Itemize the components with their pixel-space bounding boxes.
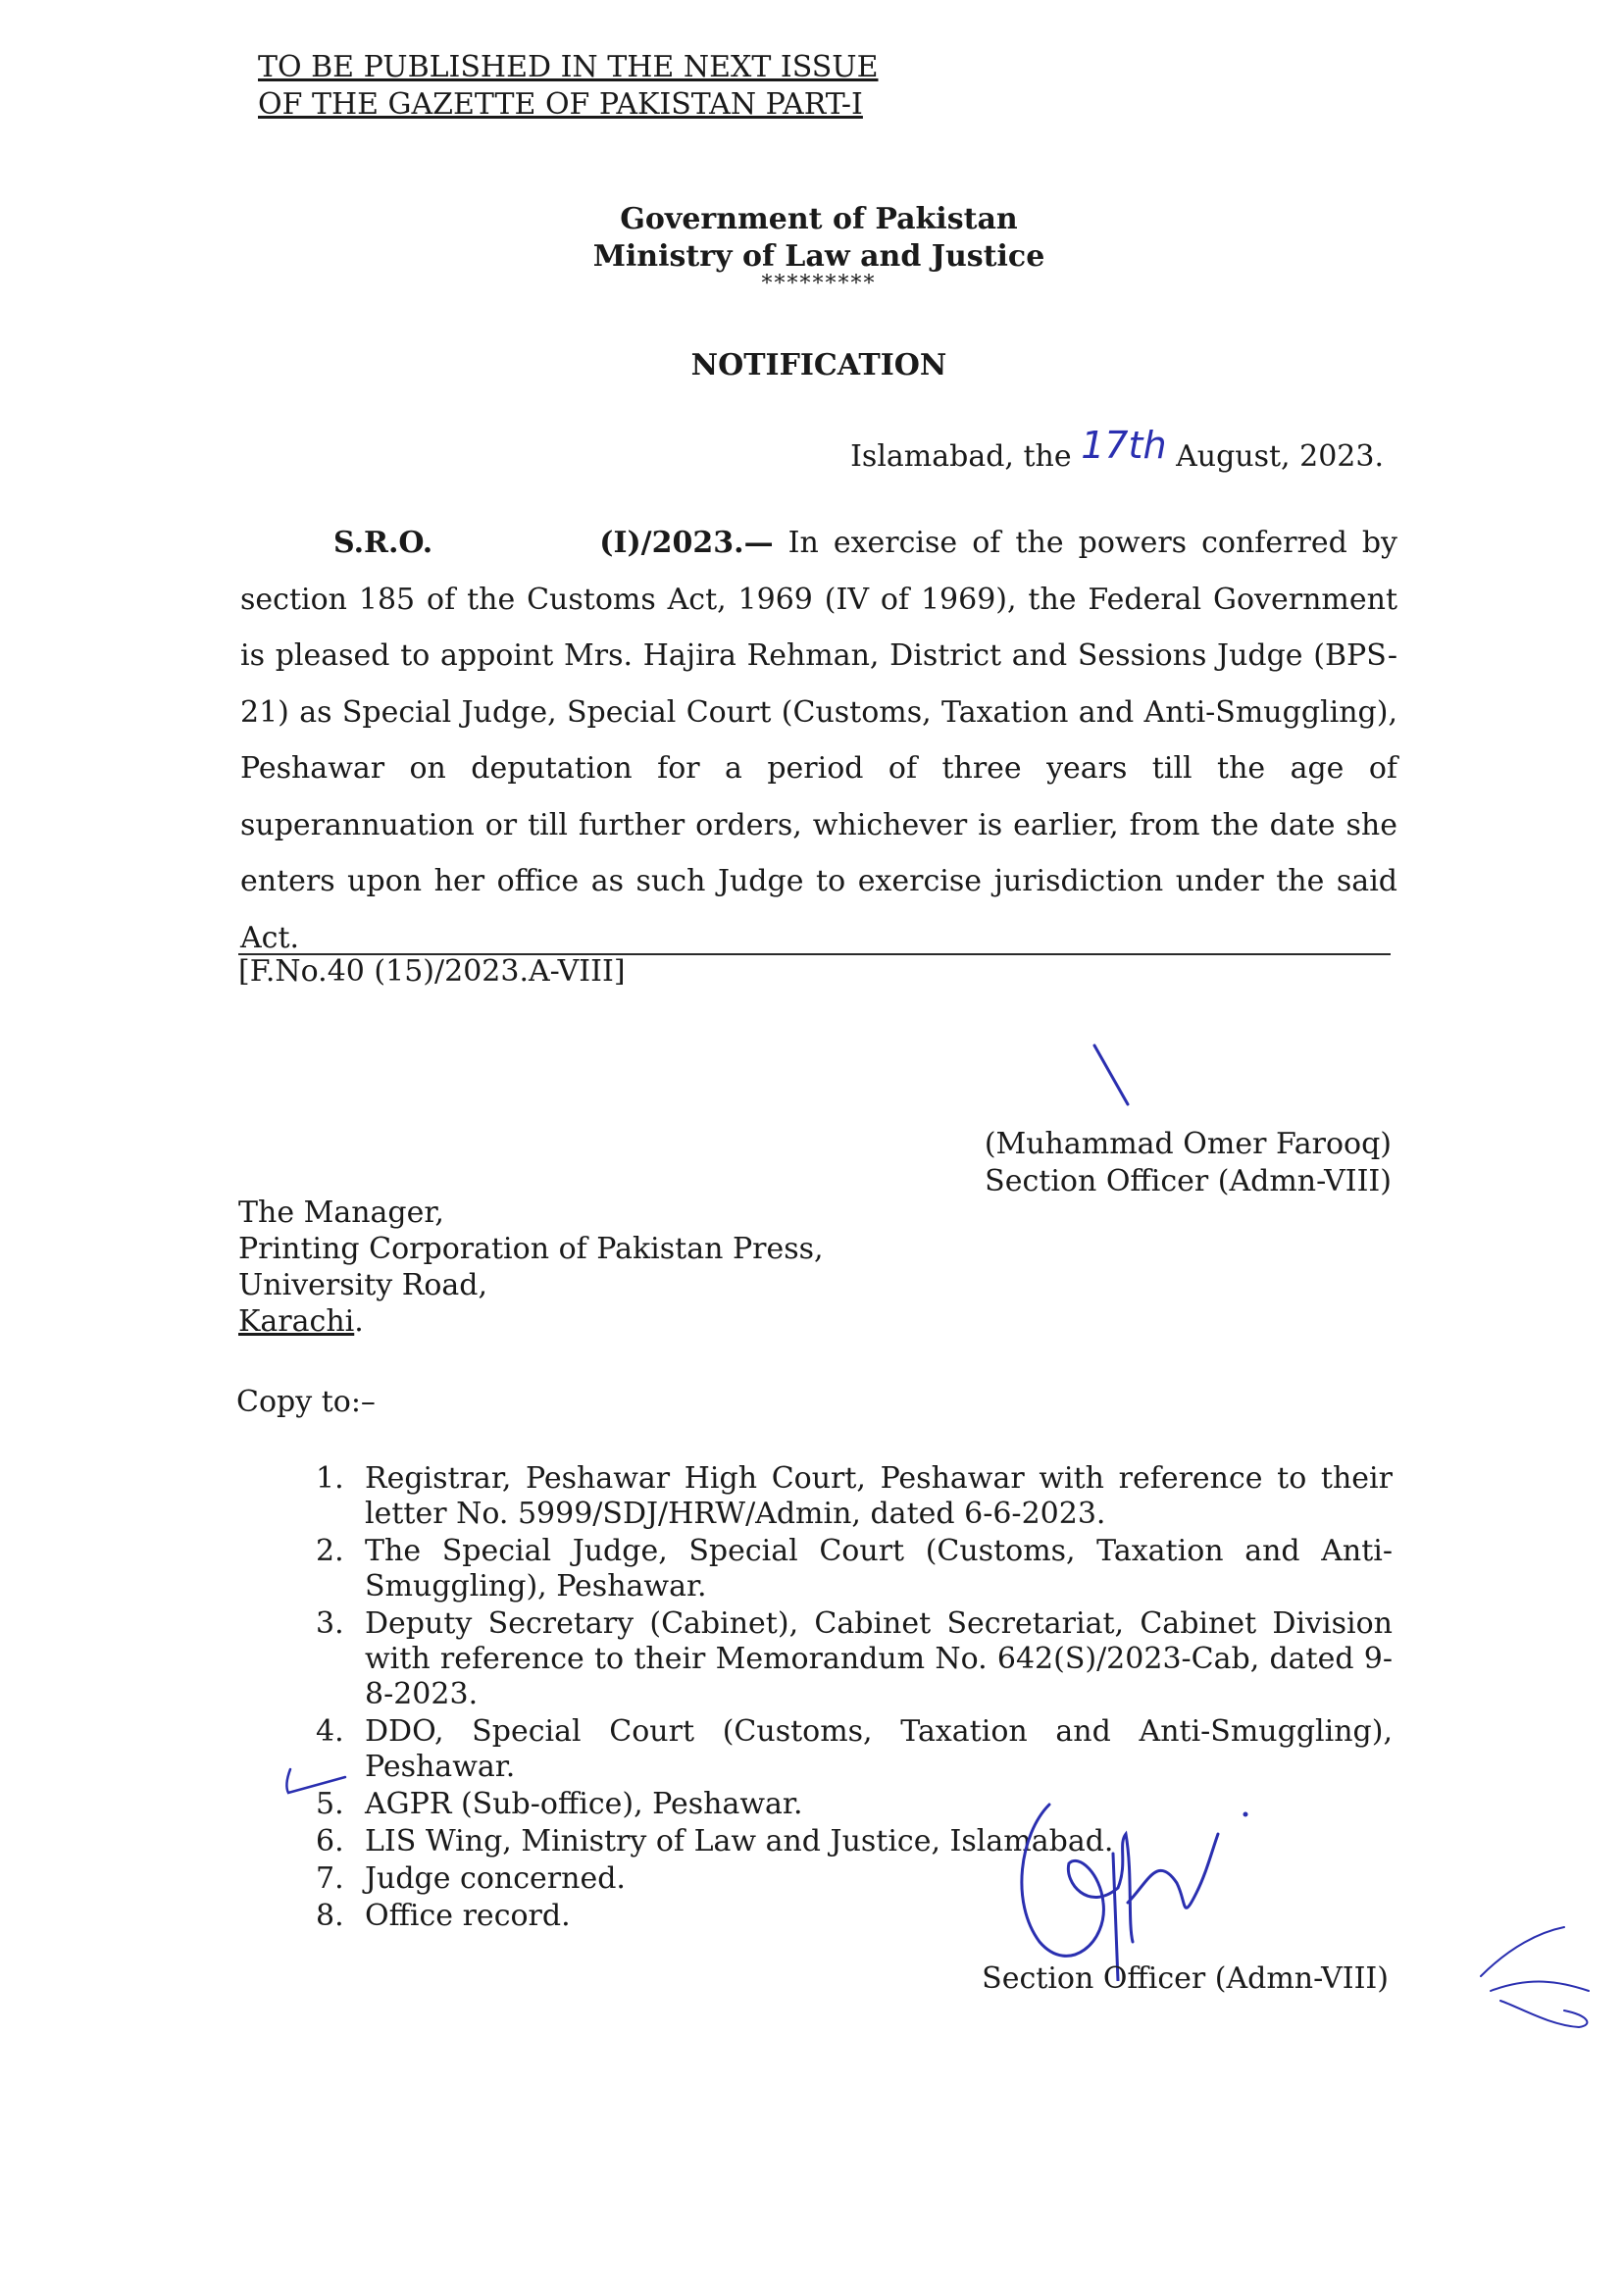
signatory-name: (Muhammad Omer Farooq) [984, 1127, 1392, 1161]
addressee-city: Karachi [238, 1304, 355, 1339]
gazette-publication-note [258, 49, 879, 124]
list-item [316, 1899, 1393, 1934]
sro-number: (I)/2023.— [599, 526, 774, 560]
list-item [316, 1534, 1393, 1604]
list-item-number: 3. [316, 1606, 344, 1641]
date-prefix: Islamabad, the [850, 439, 1072, 474]
copy-to-label: Copy to:– [236, 1385, 376, 1419]
list-item-number: 4. [316, 1714, 344, 1749]
list-item-number: 1. [316, 1461, 344, 1496]
list-item-text: LIS Wing, Ministry of Law and Justice, Islamabad. [365, 1824, 1114, 1858]
list-item [316, 1824, 1393, 1859]
handwritten-day: 17th [1081, 424, 1167, 467]
signatory-designation: Section Officer (Admn-VIII) [985, 1164, 1392, 1198]
footer-designation: Section Officer (Admn-VIII) [982, 1961, 1389, 1996]
notification-body [240, 515, 1397, 966]
notification-text: In exercise of the powers conferred by section 185 of the Customs Act, 1969 (IV of 1969), the Federal Government is pleased to appoint Mrs. Hajira Rehman, District and Sessions Judge (BPS-21) as Special Judge, Special Court (Customs, Taxation and Anti-Smuggling), Peshawar on deputation for a period of three years till the age of superannuation or till further orders, whichever is earlier, from the date she enters upon her office as such Judge to exercise jurisdiction under the said Act. [240, 526, 1397, 955]
signature-mark-icon [1089, 1040, 1147, 1108]
addressee-line-3: University Road, [238, 1268, 488, 1302]
letterhead [0, 201, 1624, 276]
sro-label: S.R.O. [333, 526, 433, 560]
signatory-block [985, 1126, 1392, 1200]
list-item-text: AGPR (Sub-office), Peshawar. [365, 1787, 803, 1821]
addressee-line-2: Printing Corporation of Pakistan Press, [238, 1232, 824, 1266]
list-item-number: 6. [316, 1824, 344, 1858]
list-item-number: 5. [316, 1787, 344, 1821]
gazette-line-2: OF THE GAZETTE OF PAKISTAN PART-I [258, 87, 863, 122]
date-suffix: August, 2023. [1176, 439, 1384, 474]
addressee-block [238, 1195, 824, 1340]
addressee-line-4 [238, 1303, 824, 1340]
margin-scribble-icon [1471, 1917, 1599, 2035]
list-item-text: DDO, Special Court (Customs, Taxation and Anti-Smuggling), Peshawar. [365, 1714, 1393, 1784]
list-item-text: Registrar, Peshawar High Court, Peshawar with reference to their letter No. 5999/SDJ/HRW/Admin, dated 6-6-2023. [365, 1461, 1393, 1531]
separator-stars: ********* [761, 272, 877, 296]
list-item [316, 1461, 1393, 1532]
list-item [316, 1714, 1393, 1785]
list-item-number: 7. [316, 1861, 344, 1896]
ministry-name: Ministry of Law and Justice [592, 239, 1045, 274]
copy-to-list [316, 1461, 1393, 1936]
list-item-number: 2. [316, 1534, 344, 1568]
government-name: Government of Pakistan [620, 202, 1018, 236]
addressee-city-period: . [354, 1304, 364, 1339]
gazette-line-1: TO BE PUBLISHED IN THE NEXT ISSUE [258, 50, 879, 84]
list-item-number: 8. [316, 1899, 344, 1933]
list-item-text: The Special Judge, Special Court (Customs, Taxation and Anti-Smuggling), Peshawar. [365, 1534, 1393, 1603]
list-item [316, 1787, 1393, 1822]
addressee-line-1: The Manager, [238, 1196, 444, 1230]
list-item-text: Deputy Secretary (Cabinet), Cabinet Secretariat, Cabinet Division with reference to their Memorandum No. 642(S)/2023-Cab, dated 9-8-2023. [365, 1606, 1393, 1711]
list-item [316, 1606, 1393, 1712]
list-item-text: Office record. [365, 1899, 571, 1933]
issue-date [850, 424, 1384, 475]
list-item-text: Judge concerned. [365, 1861, 626, 1896]
file-number: [F.No.40 (15)/2023.A-VIII] [238, 954, 626, 989]
page-title: NOTIFICATION [690, 348, 947, 382]
list-item [316, 1861, 1393, 1897]
